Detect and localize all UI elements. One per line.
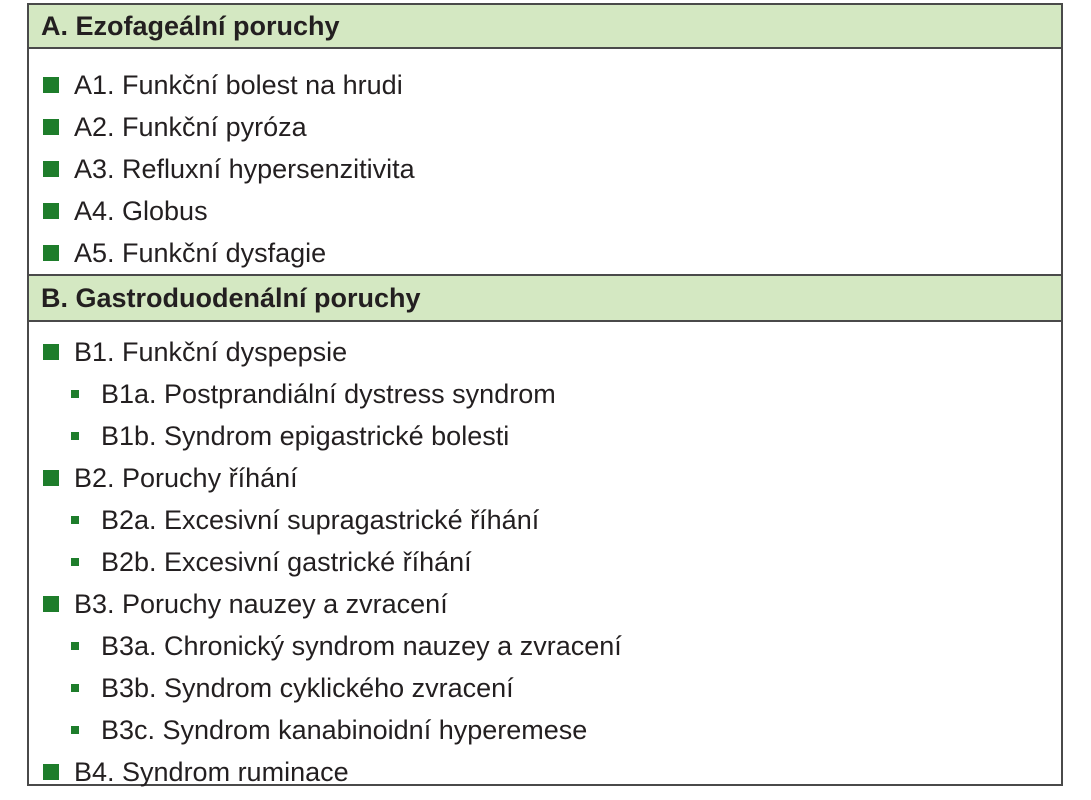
item-label: B1. Funkční dyspepsie [74, 336, 348, 367]
sub-item-b3b [29, 667, 1061, 709]
section-body-b [29, 322, 1061, 793]
square-bullet-icon [43, 596, 59, 612]
list-item-a1 [29, 64, 1061, 106]
item-label: A2. Funkční pyróza [74, 111, 307, 142]
list-item-a3 [29, 148, 1061, 190]
small-square-bullet-icon [71, 516, 79, 524]
item-label: A4. Globus [74, 195, 208, 226]
sub-item-b1a [29, 373, 1061, 415]
small-square-bullet-icon [71, 390, 79, 398]
square-bullet-icon [43, 119, 59, 135]
sub-item-b3a [29, 625, 1061, 667]
item-label: B2. Poruchy říhání [74, 462, 298, 493]
section-title-a: A. Ezofageální poruchy [41, 10, 340, 41]
square-bullet-icon [43, 161, 59, 177]
section-body-a [29, 49, 1061, 274]
item-label: B4. Syndrom ruminace [74, 756, 349, 787]
list-item-a5 [29, 232, 1061, 274]
square-bullet-icon [43, 470, 59, 486]
section-header-b [29, 274, 1061, 322]
sub-item-label: B1a. Postprandiální dystress syndrom [101, 378, 556, 409]
small-square-bullet-icon [71, 684, 79, 692]
square-bullet-icon [43, 77, 59, 93]
sub-item-b2a [29, 499, 1061, 541]
item-label: A5. Funkční dysfagie [74, 237, 327, 268]
sub-item-label: B3c. Syndrom kanabinoidní hyperemese [101, 714, 588, 745]
sub-item-label: B2b. Excesivní gastrické říhání [101, 546, 472, 577]
list-item-a4 [29, 190, 1061, 232]
small-square-bullet-icon [71, 558, 79, 566]
square-bullet-icon [43, 245, 59, 261]
sub-item-label: B2a. Excesivní supragastrické říhání [101, 504, 540, 535]
square-bullet-icon [43, 764, 59, 780]
list-item-b4 [29, 751, 1061, 793]
sub-item-label: B3b. Syndrom cyklického zvracení [101, 672, 514, 703]
sub-item-b2b [29, 541, 1061, 583]
item-label: B3. Poruchy nauzey a zvracení [74, 588, 448, 619]
item-label: A1. Funkční bolest na hrudi [74, 69, 403, 100]
classification-table [27, 3, 1063, 786]
list-item-a2 [29, 106, 1061, 148]
list-item-b1 [29, 331, 1061, 373]
sub-item-label: B3a. Chronický syndrom nauzey a zvracení [101, 630, 622, 661]
sub-item-label: B1b. Syndrom epigastrické bolesti [101, 420, 510, 451]
square-bullet-icon [43, 344, 59, 360]
section-header-a [29, 5, 1061, 49]
sub-item-b1b [29, 415, 1061, 457]
small-square-bullet-icon [71, 726, 79, 734]
section-title-b: B. Gastroduodenální poruchy [41, 282, 421, 313]
list-item-b2 [29, 457, 1061, 499]
small-square-bullet-icon [71, 642, 79, 650]
square-bullet-icon [43, 203, 59, 219]
small-square-bullet-icon [71, 432, 79, 440]
list-item-b3 [29, 583, 1061, 625]
item-label: A3. Refluxní hypersenzitivita [74, 153, 415, 184]
sub-item-b3c [29, 709, 1061, 751]
